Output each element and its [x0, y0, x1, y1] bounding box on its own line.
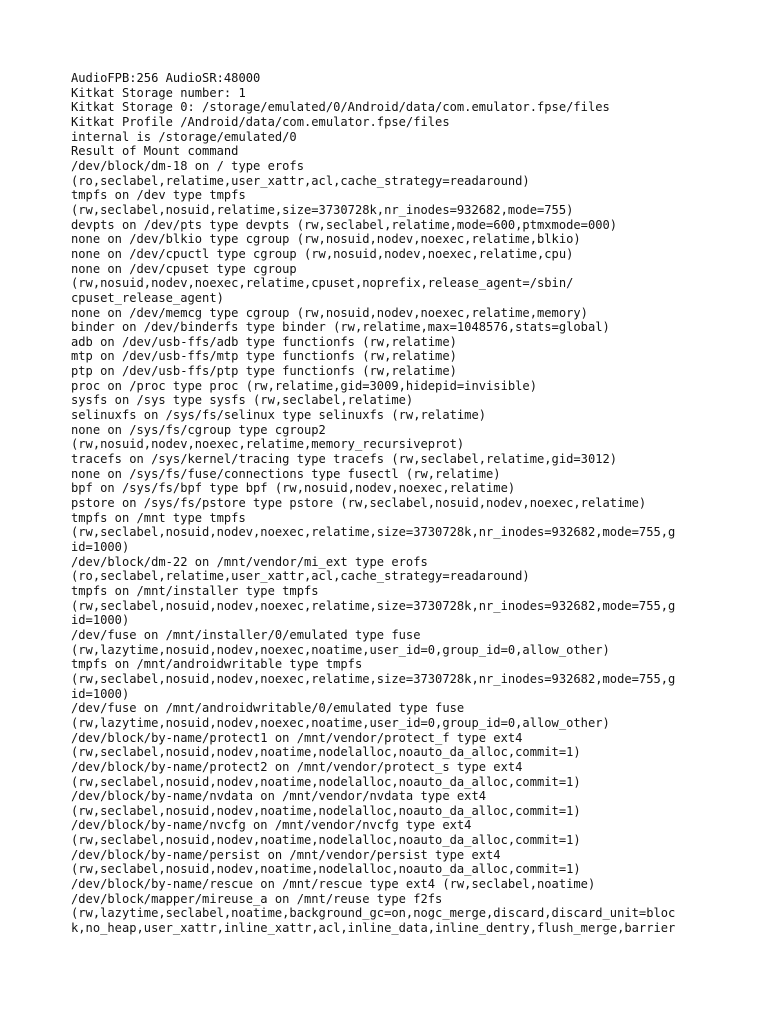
log-line: devpts on /dev/pts type devpts (rw,seclabel,relatime,mode=600,ptmxmode=000) [71, 217, 618, 232]
log-line: none on /dev/memcg type cgroup (rw,nosuid,nodev,noexec,relatime,memory) [71, 305, 588, 320]
log-line: mtp on /dev/usb-ffs/mtp type functionfs (rw,relatime) [71, 349, 457, 364]
log-line: selinuxfs on /sys/fs/selinux type selinuxfs (rw,relatime) [71, 408, 487, 423]
log-line: (ro,seclabel,relatime,user_xattr,acl,cache_strategy=readaround) [71, 173, 530, 188]
log-line: /dev/fuse on /mnt/androidwritable/0/emulated type fuse [71, 701, 465, 716]
log-line: (rw,nosuid,nodev,noexec,relatime,memory_recursiveprot) [71, 437, 465, 452]
log-line: tracefs on /sys/kernel/tracing type tracefs (rw,seclabel,relatime,gid=3012) [71, 452, 618, 467]
log-line: proc on /proc type proc (rw,relatime,gid=3009,hidepid=invisible) [71, 378, 537, 393]
log-line: binder on /dev/binderfs type binder (rw,relatime,max=1048576,stats=global) [71, 320, 610, 335]
log-line: (rw,seclabel,nosuid,nodev,noexec,relatime,size=3730728k,nr_inodes=932682,mode=755,g [71, 525, 676, 540]
log-line: AudioFPB:256 AudioSR:48000 [71, 71, 261, 85]
log-line: /dev/block/dm-18 on / type erofs [71, 158, 304, 173]
log-text [71, 71, 711, 936]
log-line: (rw,lazytime,seclabel,noatime,background_gc=on,nogc_merge,discard,discard_unit=bloc [71, 906, 676, 921]
log-line: id=1000) [71, 540, 130, 554]
log-line: /dev/block/by-name/protect2 on /mnt/vendor/protect_s type ext4 [71, 759, 523, 774]
log-line: adb on /dev/usb-ffs/adb type functionfs (rw,relatime) [71, 334, 457, 349]
log-line: Result of Mount command [71, 144, 239, 159]
log-line: tmpfs on /dev type tmpfs [71, 188, 246, 203]
log-line: Kitkat Storage number: 1 [71, 85, 246, 100]
log-line: tmpfs on /mnt/androidwritable type tmpfs [71, 657, 363, 672]
log-line: pstore on /sys/fs/pstore type pstore (rw,seclabel,nosuid,nodev,noexec,relatime) [71, 496, 647, 511]
log-line: Kitkat Profile /Android/data/com.emulator.fpse/files [71, 114, 450, 129]
log-line: /dev/block/by-name/nvdata on /mnt/vendor/nvdata type ext4 [71, 789, 487, 804]
log-line: /dev/fuse on /mnt/installer/0/emulated type fuse [71, 627, 421, 642]
log-line: /dev/block/by-name/persist on /mnt/vendor/persist type ext4 [71, 847, 501, 862]
log-line: none on /dev/cpuctl type cgroup (rw,nosuid,nodev,noexec,relatime,cpu) [71, 246, 574, 261]
log-line: cpuset_release_agent) [71, 290, 224, 305]
log-line: (rw,nosuid,nodev,noexec,relatime,cpuset,noprefix,release_agent=/sbin/ [71, 276, 574, 291]
log-line: id=1000) [71, 613, 130, 628]
log-line: (rw,seclabel,nosuid,nodev,noatime,nodelalloc,noauto_da_alloc,commit=1) [71, 862, 581, 877]
log-line: (rw,seclabel,nosuid,nodev,noatime,nodelalloc,noauto_da_alloc,commit=1) [71, 745, 581, 760]
log-line: (rw,seclabel,nosuid,nodev,noatime,nodelalloc,noauto_da_alloc,commit=1) [71, 774, 581, 789]
log-line: /dev/block/mapper/mireuse_a on /mnt/reuse type f2fs [71, 891, 443, 906]
log-line: (rw,seclabel,nosuid,relatime,size=3730728k,nr_inodes=932682,mode=755) [71, 202, 574, 217]
log-line: bpf on /sys/fs/bpf type bpf (rw,nosuid,nodev,noexec,relatime) [71, 481, 516, 496]
log-line: tmpfs on /mnt/installer type tmpfs [71, 583, 319, 598]
log-line: ptp on /dev/usb-ffs/ptp type functionfs (rw,relatime) [71, 364, 457, 379]
log-line: none on /sys/fs/fuse/connections type fusectl (rw,relatime) [71, 466, 501, 481]
log-line: /dev/block/dm-22 on /mnt/vendor/mi_ext type erofs [71, 554, 428, 569]
log-page [71, 71, 711, 936]
log-line: (rw,seclabel,nosuid,nodev,noexec,relatime,size=3730728k,nr_inodes=932682,mode=755,g [71, 671, 676, 686]
log-line: (rw,lazytime,nosuid,nodev,noexec,noatime,user_id=0,group_id=0,allow_other) [71, 642, 610, 657]
log-line: none on /sys/fs/cgroup type cgroup2 [71, 422, 326, 437]
log-line: (rw,lazytime,nosuid,nodev,noexec,noatime,user_id=0,group_id=0,allow_other) [71, 715, 610, 730]
log-line: (rw,seclabel,nosuid,nodev,noatime,nodelalloc,noauto_da_alloc,commit=1) [71, 833, 581, 848]
log-line: none on /dev/cpuset type cgroup [71, 261, 297, 276]
log-line: sysfs on /sys type sysfs (rw,seclabel,relatime) [71, 393, 414, 408]
log-line: /dev/block/by-name/rescue on /mnt/rescue type ext4 (rw,seclabel,noatime) [71, 877, 596, 892]
log-line: tmpfs on /mnt type tmpfs [71, 510, 246, 525]
log-line: (ro,seclabel,relatime,user_xattr,acl,cache_strategy=readaround) [71, 569, 530, 584]
log-line: /dev/block/by-name/nvcfg on /mnt/vendor/nvcfg type ext4 [71, 818, 472, 833]
log-line: none on /dev/blkio type cgroup (rw,nosuid,nodev,noexec,relatime,blkio) [71, 232, 581, 247]
log-line: (rw,seclabel,nosuid,nodev,noatime,nodelalloc,noauto_da_alloc,commit=1) [71, 803, 581, 818]
log-line: internal is /storage/emulated/0 [71, 129, 297, 144]
log-line: Kitkat Storage 0: /storage/emulated/0/Android/data/com.emulator.fpse/files [71, 100, 610, 115]
log-line: (rw,seclabel,nosuid,nodev,noexec,relatime,size=3730728k,nr_inodes=932682,mode=755,g [71, 598, 676, 613]
log-line: /dev/block/by-name/protect1 on /mnt/vendor/protect_f type ext4 [71, 730, 523, 745]
log-line: k,no_heap,user_xattr,inline_xattr,acl,inline_data,inline_dentry,flush_merge,barrier [71, 921, 676, 936]
log-line: id=1000) [71, 686, 130, 701]
